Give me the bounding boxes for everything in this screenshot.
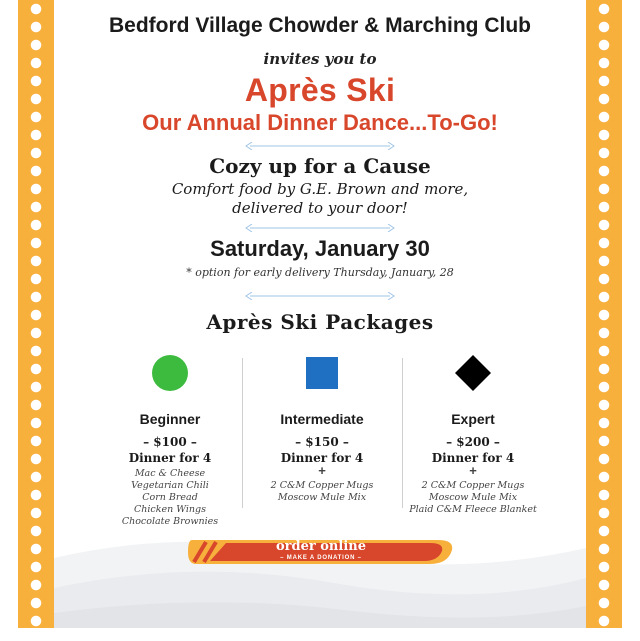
- package-name: Intermediate: [280, 411, 364, 427]
- package-expert: [388, 354, 558, 516]
- invites-text: invites you to: [263, 50, 377, 68]
- package-price: – $150 –: [295, 435, 349, 449]
- package-name: Beginner: [139, 411, 201, 427]
- invitation-card: [54, 0, 586, 628]
- list-item: Moscow Mule Mix: [428, 492, 518, 503]
- wave-background: [54, 518, 586, 628]
- divider-arrow: [244, 292, 396, 300]
- cause-line-2: delivered to your door!: [232, 199, 408, 217]
- plus-sign: +: [318, 463, 326, 478]
- divider-arrow: [244, 224, 396, 232]
- list-item: 2 C&M Copper Mugs: [421, 480, 525, 491]
- package-dinner: Dinner for 4: [128, 451, 212, 465]
- make-donation-label: – MAKE A DONATION –: [280, 555, 362, 561]
- packages-title: Après Ski Packages: [206, 310, 434, 334]
- divider-arrow: [244, 142, 396, 150]
- list-item: 2 C&M Copper Mugs: [270, 480, 374, 491]
- package-items: [237, 480, 407, 504]
- cause-description: [54, 180, 586, 218]
- black-diamond-icon: [454, 354, 492, 392]
- order-online-label: order online: [276, 539, 366, 554]
- package-items: [388, 480, 558, 516]
- event-subtitle: Our Annual Dinner Dance...To-Go!: [142, 110, 498, 135]
- event-date: Saturday, January 30: [210, 236, 430, 261]
- list-item: Vegetarian Chili: [131, 480, 209, 491]
- package-dinner: Dinner for 4: [280, 451, 364, 465]
- club-name: Bedford Village Chowder & Marching Club: [109, 14, 531, 37]
- early-delivery-note: * option for early delivery Thursday, January, 28: [186, 266, 454, 279]
- cause-title: Cozy up for a Cause: [209, 154, 431, 178]
- list-item: Mac & Cheese: [134, 468, 206, 479]
- stamp-edge-right: [594, 0, 614, 628]
- blue-square-icon: [303, 354, 341, 392]
- package-price: – $200 –: [446, 435, 500, 449]
- stamp-edge-left: [26, 0, 46, 628]
- package-price: – $100 –: [143, 435, 197, 449]
- package-dinner: Dinner for 4: [431, 451, 515, 465]
- list-item: Chicken Wings: [134, 504, 206, 515]
- order-online-button[interactable]: [186, 536, 456, 568]
- list-item: Moscow Mule Mix: [277, 492, 367, 503]
- event-title: Après Ski: [244, 72, 396, 108]
- list-item: Corn Bread: [142, 492, 198, 503]
- package-name: Expert: [451, 411, 495, 427]
- green-circle-icon: [151, 354, 189, 392]
- plus-sign: +: [469, 463, 477, 478]
- package-items: [85, 468, 255, 528]
- cause-line-1: Comfort food by G.E. Brown and more,: [171, 180, 469, 198]
- list-item: Chocolate Brownies: [121, 516, 219, 527]
- list-item: Plaid C&M Fleece Blanket: [409, 504, 537, 515]
- package-intermediate: [237, 354, 407, 504]
- package-beginner: [85, 354, 255, 528]
